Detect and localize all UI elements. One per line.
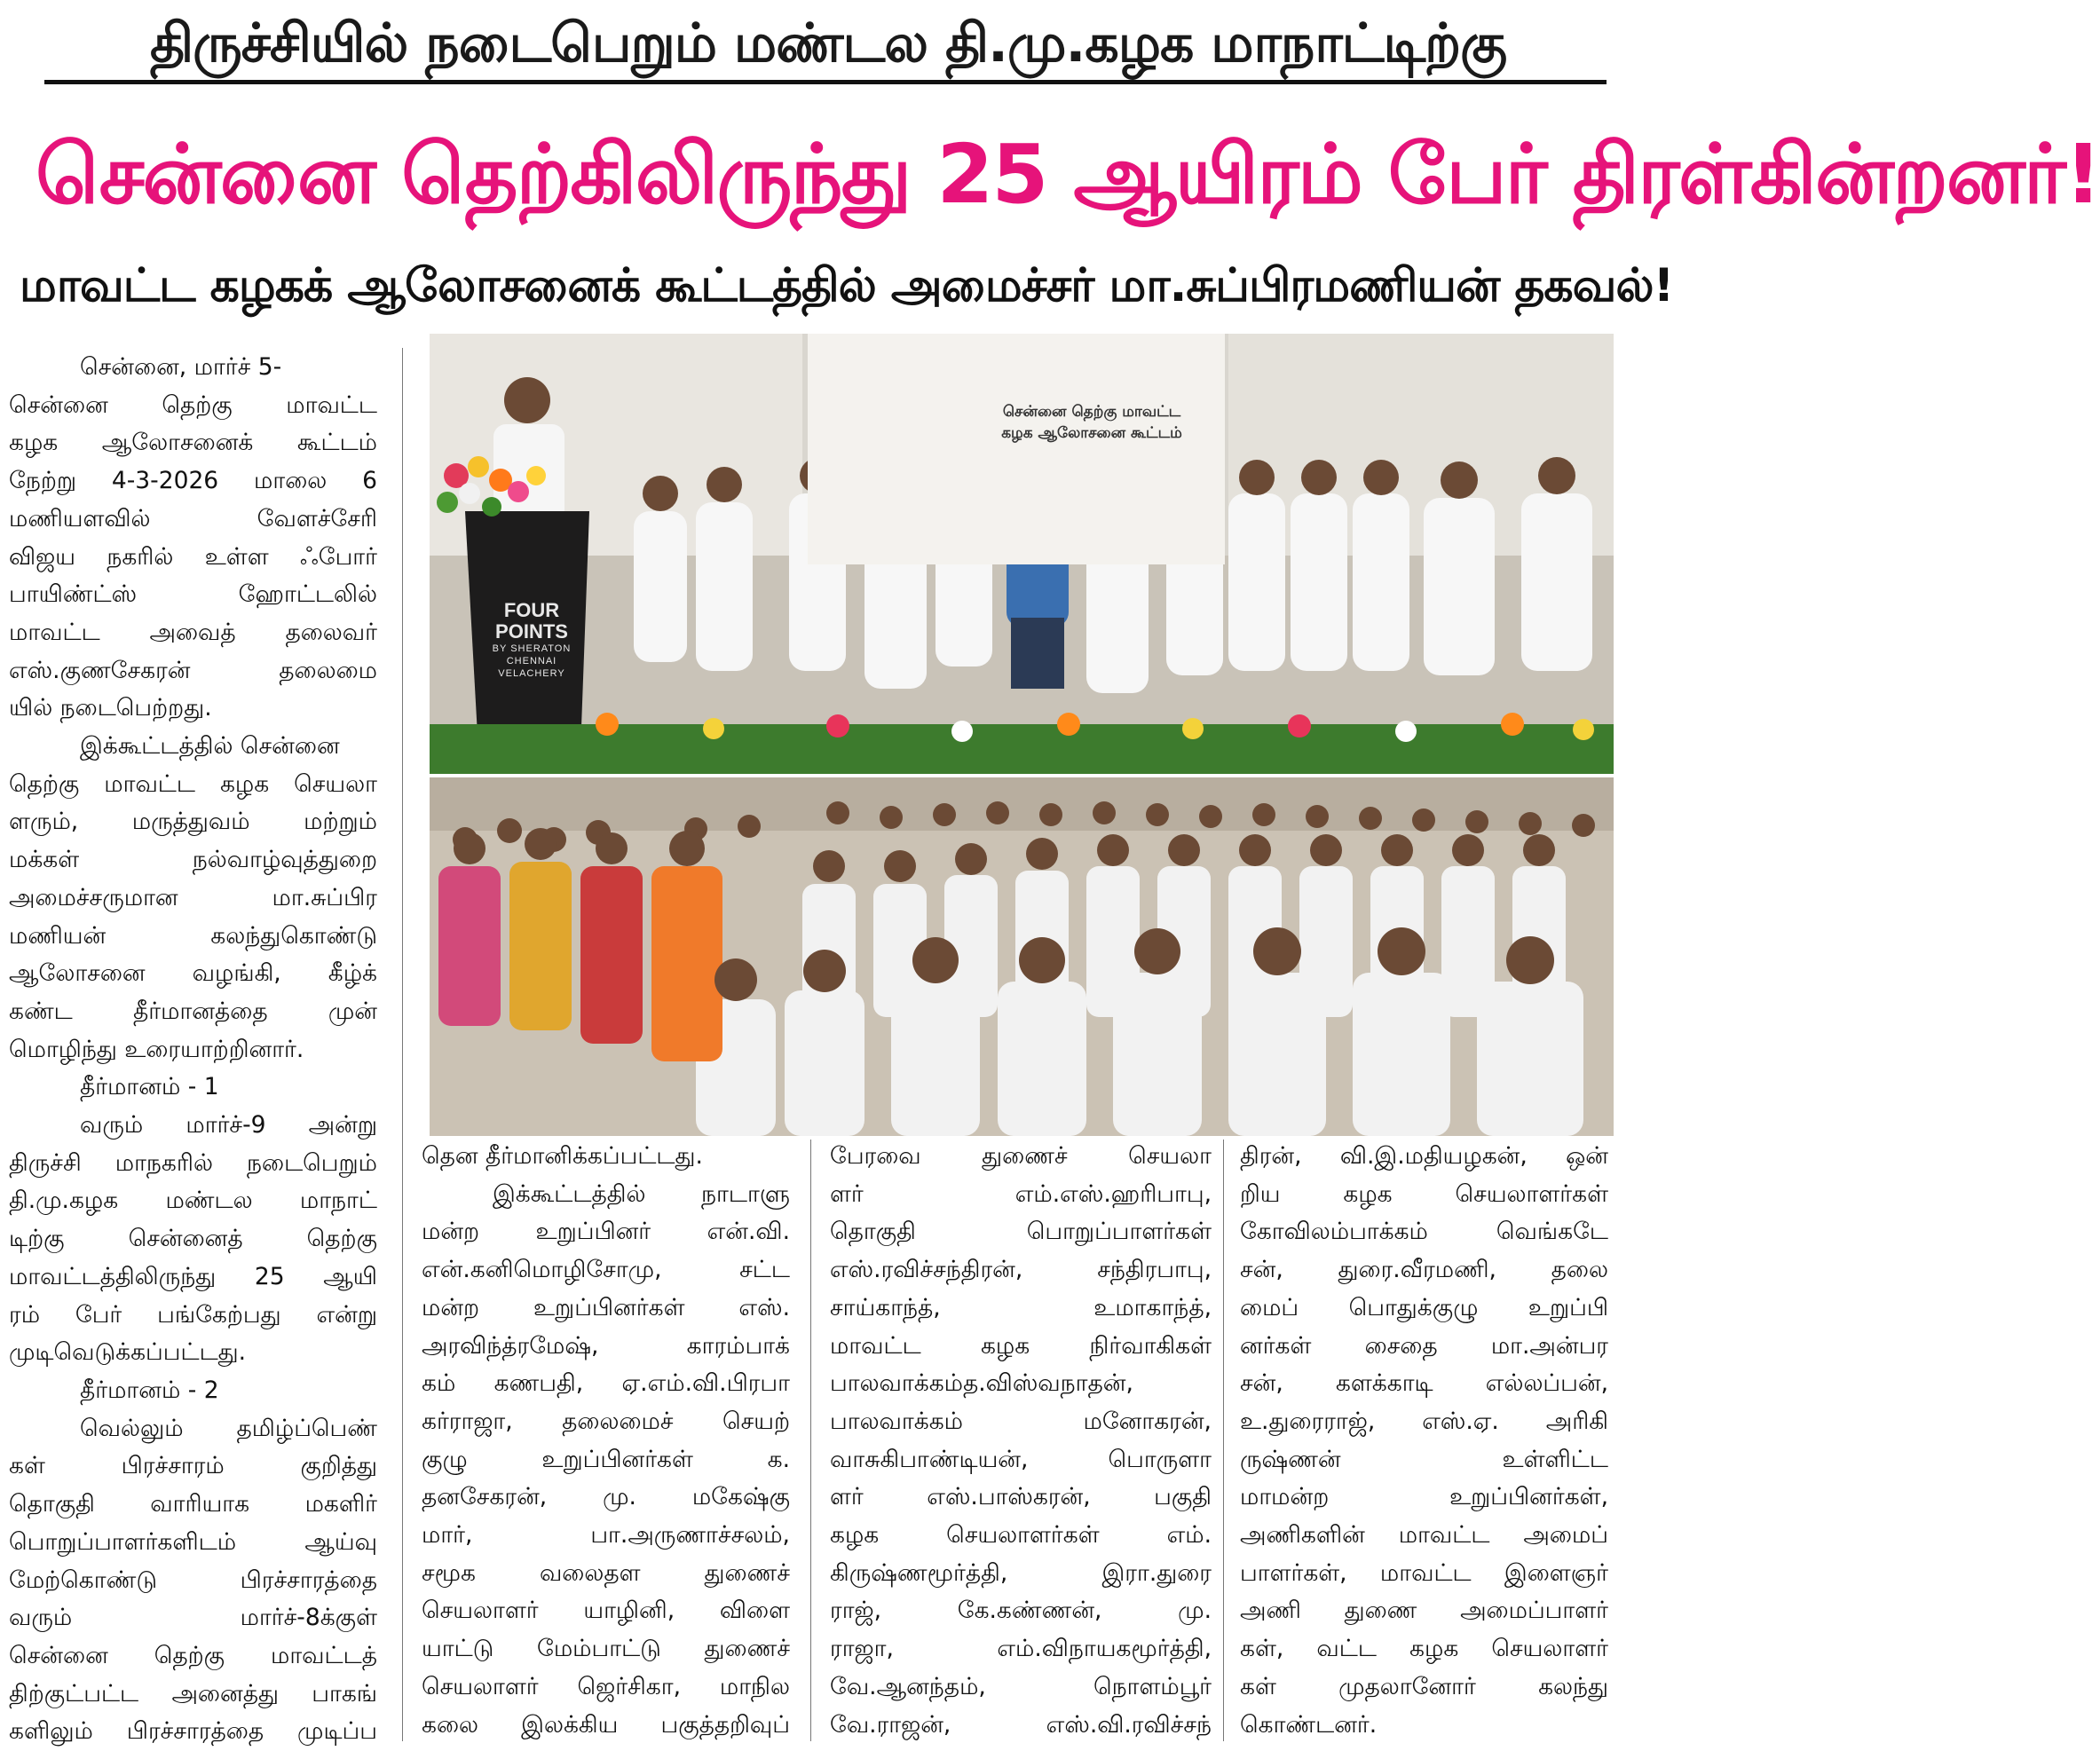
text-line: தென தீர்மானிக்கப்பட்டது. [422, 1142, 703, 1170]
text-line: கலை இலக்கிய பகுத்தறிவுப் [422, 1710, 790, 1739]
text-line: மொழிந்து உரையாற்றினார். [9, 1035, 304, 1063]
text-line: னர்கள் சைதை மா.அன்பர [1240, 1331, 1608, 1360]
article-column-2 [422, 1138, 790, 1744]
text-line: ளர் எஸ்.பாஸ்கரன், பகுதி [830, 1483, 1212, 1511]
dateline: சென்னை, மார்ச் 5- [80, 353, 282, 381]
banner-line-1: சென்னை தெற்கு மாவட்ட [1002, 403, 1181, 421]
text-line: குழு உறுப்பினர்கள் க. [422, 1445, 790, 1473]
text-line: களிலும் பிரச்சாரத்தை முடிப்ப [9, 1717, 377, 1746]
text-line: கர்ராஜா, தலைமைச் செயற் [422, 1407, 790, 1435]
audience-photo [430, 777, 1614, 1136]
podium-brand-by: BY SHERATON [492, 643, 572, 654]
article-column-4 [1240, 1138, 1608, 1744]
text-line: சாய்காந்த், உமாகாந்த், [830, 1293, 1212, 1321]
kicker-underline [44, 80, 1607, 84]
text-line: தி.மு.கழக மண்டல மாநாட் [9, 1187, 377, 1215]
text-line: றிய கழக செயலாளர்கள் [1240, 1179, 1608, 1208]
text-line: யில் நடைபெற்றது. [9, 694, 212, 722]
text-line: மணியளவில் வேளச்சேரி [9, 504, 377, 532]
stage-banner [808, 334, 1225, 564]
text-line: அரவிந்த்ரமேஷ், காரம்பாக் [422, 1331, 790, 1360]
text-line: பாலவாக்கம் மனோகரன், [830, 1407, 1212, 1435]
text-line: முடிவெடுக்கப்பட்டது. [9, 1338, 247, 1367]
article-column-1 [9, 349, 377, 1751]
text-line: தனசேகரன், மு. மகேஷ்கு [422, 1483, 790, 1511]
text-line: மார், பா.அருணாச்சலம், [422, 1521, 790, 1550]
text-line: ராஜா, எம்.விநாயகமூர்த்தி, [830, 1635, 1212, 1663]
text-line: ருஷ்ணன் உள்ளிட்ட [1240, 1445, 1608, 1473]
podium-location: CHENNAI VELACHERY [498, 656, 565, 679]
text-line: வே.ஆனந்தம், நொளம்பூர் [830, 1672, 1212, 1700]
text-line: செயலாளர் யாழினி, விளை [422, 1597, 790, 1625]
text-line: அமைச்சருமான மா.சுப்பிர [9, 883, 377, 911]
text-line: பேரவை துணைச் செயலா [830, 1142, 1212, 1170]
text-line: யாட்டு மேம்பாட்டு துணைச் [422, 1635, 790, 1663]
text-line: கள், வட்ட கழக செயலாளர் [1240, 1635, 1608, 1663]
text-line: சென்னை தெற்கு மாவட்டத் [9, 1641, 377, 1669]
text-line: பொறுப்பாளர்களிடம் ஆய்வு [9, 1527, 377, 1556]
text-line: ளர் எம்.எஸ்.ஹரிபாபு, [830, 1179, 1212, 1208]
text-line: கழக செயலாளர்கள் எம். [830, 1521, 1212, 1550]
text-line: கழக ஆலோசனைக் கூட்டம் [9, 429, 377, 457]
main-headline: சென்னை தெற்கிலிருந்து 25 ஆயிரம் பேர் திரள்கின்றனர்! [36, 127, 2100, 222]
text-line: ரம் பேர் பங்கேற்பது என்று [9, 1300, 377, 1329]
article-column-3 [830, 1138, 1212, 1744]
text-line: தொகுதி வாரியாக மகளிர் [9, 1490, 377, 1518]
text-line: வே.ராஜன், எஸ்.வி.ரவிச்சந் [830, 1710, 1212, 1739]
text-line: மாவட்ட கழக நிர்வாகிகள் [830, 1331, 1212, 1360]
text-line: சன், துரை.வீரமணி, தலை [1240, 1256, 1608, 1284]
podium-brand-line-1: FOUR [503, 599, 560, 621]
text-line: வரும் மார்ச்-8க்குள் [9, 1604, 377, 1632]
text-line: உ.துரைராஜ், எஸ்.ஏ. அரிகி [1240, 1407, 1608, 1435]
text-line: பாலவாக்கம்த.விஸ்வநாதன், [830, 1369, 1133, 1398]
text-line: கொண்டனர். [1240, 1710, 1378, 1739]
text-line: கண்ட தீர்மானத்தை முன் [9, 997, 377, 1025]
text-line: கம் கணபதி, ஏ.எம்.வி.பிரபா [422, 1369, 790, 1398]
text-line: சென்னை தெற்கு மாவட்ட [9, 390, 377, 419]
text-line: மைப் பொதுக்குழு உறுப்பி [1240, 1293, 1608, 1321]
text-line: விஜய நகரில் உள்ள ஃபோர் [9, 542, 377, 571]
text-line: எஸ்.குணசேகரன் தலைமை [9, 656, 377, 684]
text-line: திரன், வி.இ.மதியழகன், ஒன் [1240, 1142, 1608, 1170]
text-line: இக்கூட்டத்தில் நாடாளு [493, 1179, 790, 1208]
resolution-heading-2: தீர்மானம் - 2 [80, 1376, 219, 1404]
text-line: மன்ற உறுப்பினர்கள் எஸ். [422, 1293, 790, 1321]
text-line: அணிகளின் மாவட்ட அமைப் [1240, 1521, 1608, 1550]
stage-banner-text [976, 401, 1207, 444]
text-line: ஆலோசனை வழங்கி, கீழ்க் [9, 959, 377, 988]
column-divider-3 [1223, 1140, 1224, 1741]
text-line: திற்குட்பட்ட அனைத்து பாகங் [9, 1679, 377, 1708]
text-line: மேற்கொண்டு பிரச்சாரத்தை [9, 1566, 377, 1594]
text-line: நேற்று 4-3-2026 மாலை 6 [9, 467, 377, 495]
text-line: அணி துணை அமைப்பாளர் [1240, 1597, 1608, 1625]
text-line: கிருஷ்ணமூர்த்தி, இரா.துரை [830, 1558, 1212, 1587]
text-line: தொகுதி பொறுப்பாளர்கள் [830, 1218, 1212, 1246]
text-line: மாமன்ற உறுப்பினர்கள், [1240, 1483, 1608, 1511]
text-line: திருச்சி மாநகரில் நடைபெறும் [9, 1148, 377, 1177]
text-line: கள் முதலானோர் கலந்து [1240, 1672, 1608, 1700]
banner-line-2: கழக ஆலோசனை கூட்டம் [1001, 424, 1182, 442]
text-line: மணியன் கலந்துகொண்டு [9, 921, 377, 950]
text-line: பாளர்கள், மாவட்ட இளைஞர் [1240, 1558, 1608, 1587]
text-line: சமூக வலைதள துணைச் [422, 1558, 790, 1587]
text-line: கோவிலம்பாக்கம் வெங்கடே [1240, 1218, 1608, 1246]
text-line: கள் பிரச்சாரம் குறித்து [9, 1452, 377, 1480]
podium-sign [483, 600, 580, 680]
text-line: மாவட்டத்திலிருந்து 25 ஆயி [9, 1262, 377, 1290]
text-line: மாவட்ட அவைத் தலைவர் [9, 618, 377, 646]
text-line: மக்கள் நல்வாழ்வுத்துறை [9, 846, 377, 874]
text-line: தெற்கு மாவட்ட கழக செயலா [9, 769, 377, 798]
text-line: மன்ற உறுப்பினர் என்.வி. [422, 1218, 790, 1246]
column-divider-2 [810, 1140, 811, 1741]
text-line: ளரும், மருத்துவம் மற்றும் [9, 808, 377, 836]
kicker-headline: திருச்சியில் நடைபெறும் மண்டல தி.மு.கழக மாநாட்டிற்கு [149, 12, 1507, 75]
text-line: வெல்லும் தமிழ்ப்பெண் [80, 1414, 377, 1442]
text-line: வரும் மார்ச்-9 அன்று [80, 1111, 377, 1140]
text-line: ராஜ், கே.கண்ணன், மு. [830, 1597, 1212, 1625]
text-line: என்.கனிமொழிசோமு, சட்ட [422, 1256, 790, 1284]
text-line: டிற்கு சென்னைத் தெற்கு [9, 1225, 377, 1253]
sub-headline: மாவட்ட கழகக் ஆலோசனைக் கூட்டத்தில் அமைச்சர் மா.சுப்பிரமணியன் தகவல்! [20, 259, 1674, 312]
text-line: இக்கூட்டத்தில் சென்னை [80, 732, 340, 761]
text-line: எஸ்.ரவிச்சந்திரன், சந்திரபாபு, [830, 1256, 1212, 1284]
stage-photo [430, 334, 1614, 774]
text-line: செயலாளர் ஜெர்சிகா, மாநில [422, 1672, 790, 1700]
podium-brand-line-2: POINTS [495, 620, 568, 643]
text-line: வாசுகிபாண்டியன், பொருளா [830, 1445, 1212, 1473]
text-line: பாயிண்ட்ஸ் ஹோட்டலில் [9, 580, 377, 609]
resolution-heading-1: தீர்மானம் - 1 [80, 1073, 219, 1101]
text-line: சன், களக்காடி எல்லப்பன், [1240, 1369, 1608, 1398]
audience-scene-graphic [430, 777, 1614, 1136]
column-divider-1 [402, 348, 403, 1741]
